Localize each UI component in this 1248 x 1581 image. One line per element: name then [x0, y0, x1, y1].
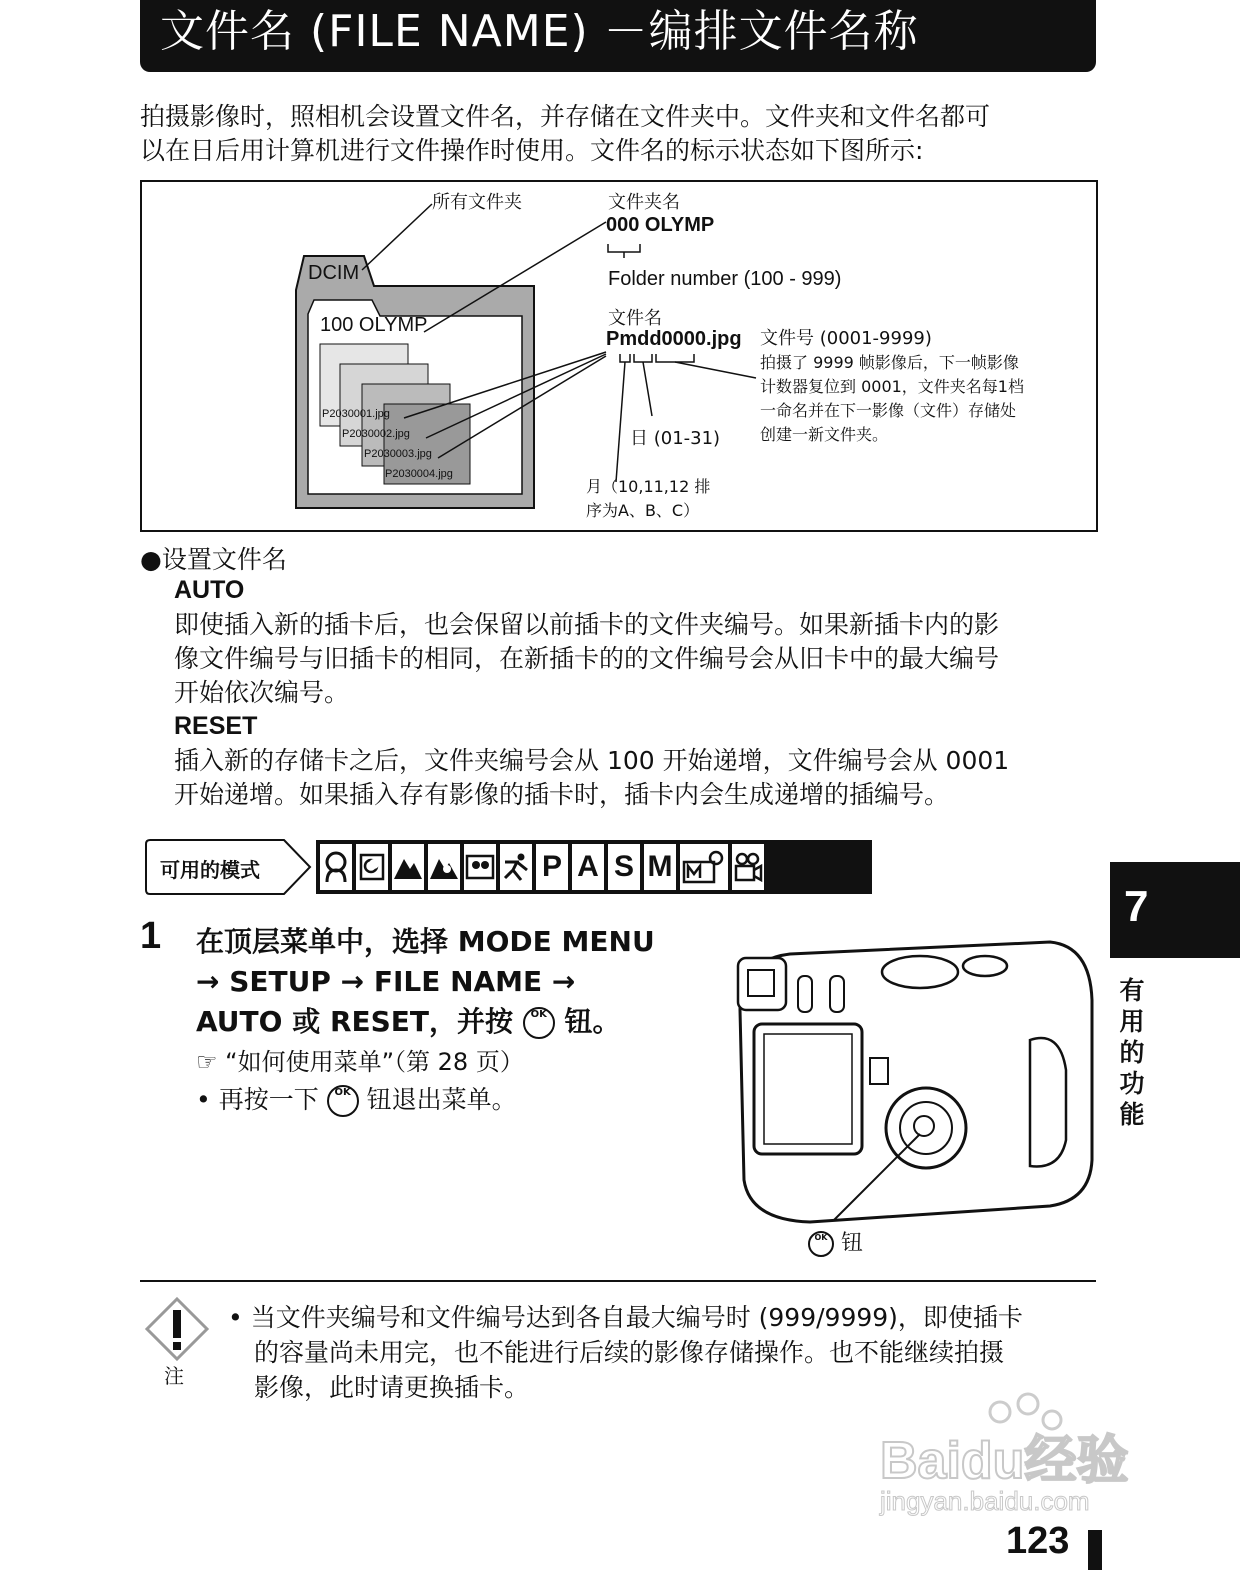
my-mode-icon: [680, 844, 728, 890]
file-number-heading: 文件号 (0001-9999): [760, 328, 932, 349]
movie-mode-icon: [732, 844, 764, 890]
available-modes-label: [144, 838, 314, 896]
note-line: 的容量尚未用完，也不能进行后续的影像存储操作。也不能继续拍摄: [254, 1338, 1005, 1367]
intro-line: 以在日后用计算机进行文件操作时使用。文件名的标示状态如下图所示:: [140, 136, 924, 165]
modes-label-text: 可用的模式: [160, 858, 260, 882]
note-label: 注: [164, 1364, 184, 1388]
step-line: 在顶层菜单中，选择 MODE MENU: [196, 925, 655, 958]
file-name-heading: 文件名: [608, 308, 662, 329]
file-name-2: P2030002.jpg: [342, 428, 410, 440]
note-line: • 当文件夹编号和文件编号达到各自最大编号时 (999/9999)，即使插卡: [228, 1303, 1023, 1332]
day-label: 日 (01-31): [630, 428, 721, 449]
camera-illustration: [730, 930, 1102, 1260]
reference-text: “如何使用菜单”（第 28 页）: [225, 1048, 524, 1076]
auto-heading: AUTO: [174, 576, 245, 604]
note-line: 影像，此时请更换插卡。: [254, 1373, 530, 1402]
note-divider: [140, 1280, 1096, 1282]
file-name-4: P2030004.jpg: [385, 468, 453, 480]
file-number-desc: 拍摄了 9999 帧影像后，下一帧影像: [760, 353, 1019, 372]
mode-icon-strip: [316, 840, 872, 894]
mode-a: A: [572, 844, 604, 890]
night-scene-mode-icon: [356, 844, 388, 890]
ok-button-caption: [808, 1226, 863, 1257]
file-number-desc: 计数器复位到 0001，文件夹名每1档: [760, 377, 1024, 396]
mode-m: M: [644, 844, 676, 890]
dcim-label: DCIM: [308, 262, 360, 284]
month-label: 月（10,11,12 排: [586, 477, 711, 496]
folder-label: 100 OLYMP: [320, 314, 428, 336]
file-number-desc: 一命名并在下一影像（文件）存储处: [760, 401, 1017, 420]
all-folders-label: 所有文件夹: [432, 192, 522, 213]
watermark-brand: Baidu经验: [880, 1432, 1129, 1490]
reset-line: 开始递增。如果插入存有影像的插卡时，插卡内会生成递增的插编号。: [174, 780, 950, 809]
auto-description: [174, 608, 1104, 710]
folder-name-heading: 文件夹名: [608, 192, 680, 213]
step-bullet: [196, 1080, 517, 1117]
step-line: → SETUP → FILE NAME →: [196, 965, 576, 998]
mode-s: S: [608, 844, 640, 890]
file-name-example: Pmdd0000.jpg: [606, 328, 742, 350]
landscape-mode-icon: [392, 844, 424, 890]
auto-line: 开始依次编号。: [174, 678, 350, 707]
step-line-part: 钮。: [564, 1005, 621, 1038]
ok-button-icon: OK: [808, 1231, 834, 1257]
portrait-mode-icon: [320, 844, 352, 890]
self-portrait-mode-icon: [464, 844, 496, 890]
month-label: 序为A、B、C）: [586, 501, 700, 520]
mode-p: P: [536, 844, 568, 890]
reset-line: 插入新的存储卡之后，文件夹编号会从 100 开始递增，文件编号会从 0001: [174, 746, 1010, 775]
reference-line: [196, 1042, 524, 1077]
auto-line: 像文件编号与旧插卡的相同，在新插卡的的文件编号会从旧卡中的最大编号: [174, 644, 1000, 673]
page-number: 123: [1006, 1520, 1070, 1562]
landscape-portrait-mode-icon: [428, 844, 460, 890]
file-number-desc: 创建一新文件夹。: [760, 425, 889, 444]
chapter-label: 有用的功能: [1119, 976, 1145, 1129]
baidu-watermark: [850, 1390, 1180, 1530]
caution-icon: [144, 1296, 210, 1362]
bullet-part: 钮退出菜单。: [366, 1085, 517, 1114]
auto-line: 即使插入新的插卡后，也会保留以前插卡的文件夹编号。如果新插卡内的影: [174, 610, 1000, 639]
step-number: 1: [140, 915, 162, 957]
step-instruction: [196, 922, 655, 1042]
intro-line: 拍摄影像时，照相机会设置文件名，并存储在文件夹中。文件夹和文件名都可: [140, 102, 991, 131]
file-name-3: P2030003.jpg: [364, 448, 432, 460]
folder-name-example: 000 OLYMP: [606, 214, 715, 236]
ok-button-icon: OK: [523, 1007, 555, 1039]
ok-button-icon: OK: [327, 1085, 359, 1117]
page-number-bar: [1088, 1530, 1102, 1570]
ok-button-caption-text: 钮: [841, 1231, 864, 1256]
sports-mode-icon: [500, 844, 532, 890]
section-heading: ●设置文件名: [140, 545, 287, 574]
page-title: 文件名 (FILE NAME) －编排文件名称: [160, 6, 919, 57]
bullet-part: • 再按一下: [196, 1085, 319, 1114]
file-name-1: P2030001.jpg: [322, 408, 390, 420]
file-name-diagram: [140, 180, 1098, 532]
folder-number-note: Folder number (100 - 999): [608, 268, 842, 290]
chapter-number: 7: [1124, 882, 1149, 931]
reset-description: [174, 744, 1104, 812]
chapter-tab: [1110, 862, 1240, 958]
watermark-url: jingyan.baidu.com: [880, 1486, 1090, 1516]
reset-heading: RESET: [174, 712, 258, 740]
intro-paragraph: [140, 100, 1100, 168]
reference-pointer-icon: ☞: [196, 1048, 218, 1076]
step-line: [196, 1002, 655, 1042]
step-line-part: AUTO 或 RESET，并按: [196, 1005, 514, 1038]
